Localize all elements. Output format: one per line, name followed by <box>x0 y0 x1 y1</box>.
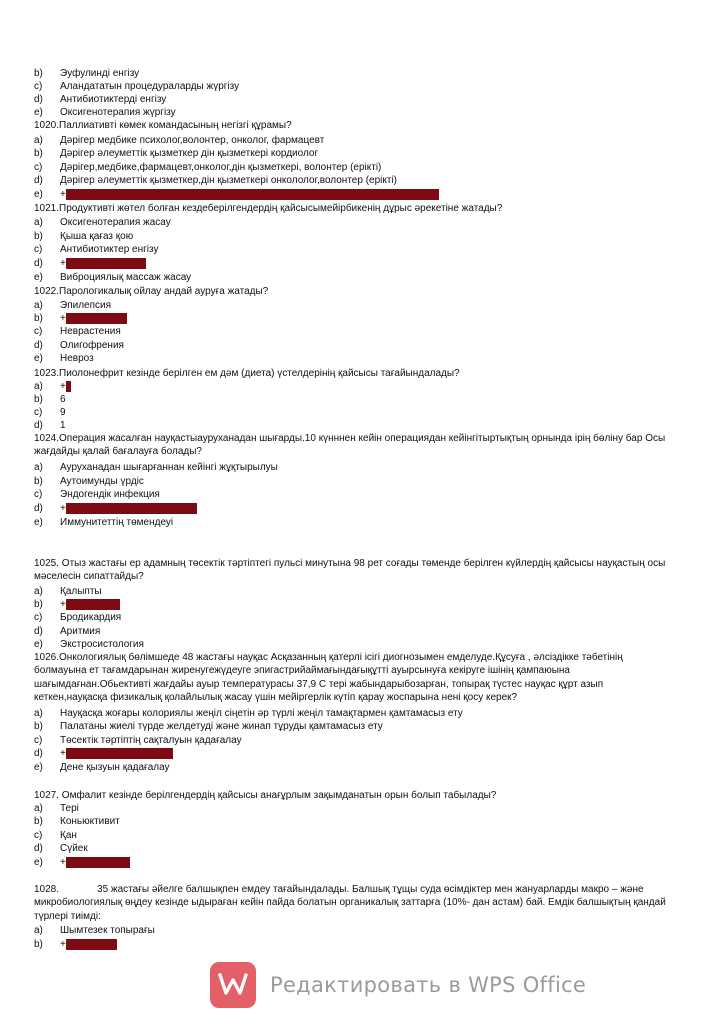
question-1020: 1020.Паллиативті көмек командасының негізгі құрамы? <box>34 120 292 131</box>
highlighted-answer: Шизофрения <box>65 313 127 324</box>
highlighted-answer: Операциядан кейінгі асқыну <box>65 503 197 514</box>
highlighted-answer: Дәрігер,медбике,әлеуметтік қызметкер,психолог,дін қызметкері,волонтер (ерікті) <box>65 189 440 200</box>
question-1021: 1021.Продуктивті жөтел болған кездеберілгендердің қайсысымейірбикенің дұрыс әрекетіне жатады? <box>34 203 503 214</box>
wps-edit-label: Редактировать в WPS Office <box>270 973 587 997</box>
question-1023: 1023.Пиолонефрит кезінде берілген ем дәм (диета) үстелдерінің қайсысы тағайындалады? <box>34 368 460 379</box>
wps-edit-watermark[interactable] <box>210 962 586 1008</box>
question-1022: 1022.Парологикалық ойлау андай ауруға жатады? <box>34 286 269 297</box>
wps-logo-icon <box>210 962 256 1008</box>
highlighted-answer: Қолайлы жағдай жасау <box>65 748 174 759</box>
document-page: b) Эуфулинді енгізу c) Аландататын процедураларды жүргізу d) Антибиотиктерді енгізу e) Оксигенотерапия жүргізу 1020.Паллиативті көмек командасының негізгі құрамы? a) Дәрігер медбике психолог,волонтер, онколог, фармацевт b) Дәрігер әлеуметтік қызметкер дін қызметкері кордиолог c) Дәрігер,медбике,фармацевт,онколог,дін қызметкері, волонтер (ерікті) d) Дәрігер әлеуметтік қызметкер,дін қызметкері онкололог,волонтер (ерікті) e) +Дәрігер,медбике,әлеуметтік қызметкер,психолог,дін қызметкері,волонтер (ерікті) 1021.Продуктивті жөтел болған кездеберілгендердің қайсысымейірбикенің дұрыс әрекетіне жатады? a) Оксигенотерапия жасау b) Қыша қағаз қою c) Антибиотиктер енгізу d) +Ингаляция жасау e) Виброциялық массаж жасау 1022.Парологикалық ойлау андай ауруға жатады? a) Эпилепсия b) +Шизофрения c) Неврастения d) Олигофрения e) Невроз 1023.Пиолонефрит кезінде берілген ем дәм (диета) үстелдерінің қайсысы тағайындалады? a) +7 b) 6 c) 9 d) 1 1024.Операция жасалған науқастыауруханадан шығарды.10 күнннен кейін операциядан кейінгітыртықтың орнында ірің бөліну бар Осы жағдайды қалай бағалауға болады? a) Ауруханадан шығарғаннан кейінгі жұқтырылуы b) Аутоимунды үрдіс c) Эндогендік инфекция d) +Операциядан кейінгі асқыну e) Иммунитеттің төмендеуі 1025. Отыз жастағы ер адамның төсектік тәртіптегі пульсі минутына 98 рет соғады төменде берілген күйлердің қайсысы науқастың осы мәселесін сипаттайды? a) Қалыпты b) +Тахикардия c) Бродикардия d) Аритмия e) Экстросистология 1026.Онкологиялық бөлімшеде 48 жастағы науқас Асқазанның қатерлі ісігі диогнозымен емделуде.Құсуға , әлсіздікке тәбетінің болмауына ет тағамдарынан жиренугежүдеуге эпигастрийаймағындағықұтті ауырсынуға кекіруге ішінің қампаюына шағымдағнан.Обьективті жағдайы ауыр температурасы 37,9 С тері жабындарыбозарған, топырақ түстес науқас құрт азып кеткен,науқасқа физикалық қолайлылық жасау үшін мейіргерлік күтіп қарау жоспарына нені қосу керек? a) Науқасқа жоғары колориялы жеңіл сіңетін әр түрлі жеңіл тамақтармен қамтамасыз ету b) Палатаны жиелі түрде желдетуді және жинап тұруды қамтамасыз ету c) Төсектік тәртіптің сақталуын қадағалау d) +Қолайлы жағдай жасау e) Дене қызуын қадағалау 1027. Омфалит кезінде берілгендердің қайсысы анағұрлым зақымданатын орын болып табылады? a) Тері b) Коньюктивит c) Қан d) Сүйек e) +Кіндік жарасы 1028. 35 жастағы әйелге балшықпен емдеу тағайындалады. Балшық тұщы суда өсімдіктер мен жануарларды макро – және микробиологиялық өңдеу кезінде ыдыраған кейін пайда болатын органикалық заттарға (10%- дан астам) бай. Емдік балшықтың қандай түрлері тиімді: a) Шымтезек топырағы b) +Сапропель Редактировать в WPS Office <box>0 0 724 1024</box>
question-1028 <box>34 883 674 923</box>
highlighted-answer: Тахикардия <box>65 599 120 610</box>
highlighted-answer: Кіндік жарасы <box>65 857 131 868</box>
question-1027: 1027. Омфалит кезінде берілгендердің қайсысы анағұрлым зақымданатын орын болып табылады? <box>34 790 497 801</box>
highlighted-answer: Сапропель <box>65 939 117 950</box>
question-1025: 1025. Отыз жастағы ер адамның төсектік тәртіптегі пульсі минутына 98 рет соғады төменде берілген күйлердің қайсысы науқастың осы мәселесін сипаттайды? <box>34 558 666 583</box>
question-1024: 1024.Операция жасалған науқастыауруханадан шығарды.10 күнннен кейін операциядан кейінгітыртықтың орнында ірің бөліну бар Осы жағдайды қалай бағалауға болады? <box>34 433 666 458</box>
question-1026: 1026.Онкологиялық бөлімшеде 48 жастағы науқас Асқазанның қатерлі ісігі диогнозымен емделуде.Құсуға , әлсіздікке тәбетінің болмауына ет тағамдарынан жиренугежүдеуге эпигастрийаймағындағықұтті ауырсынуға кекіруге ішінің қампаюына шағымдағнан.Обьективті жағдайы ауыр температурасы 37,9 С тері жабындарыбозарған, топырақ түстес науқас құрт азып кеткен,науқасқа физикалық қолайлылық жасау үшін мейіргерлік күтіп қарау жоспарына нені қосу керек? <box>34 652 623 703</box>
question-number: 1028. <box>34 884 60 895</box>
question-text: 35 жастағы әйелге балшықпен емдеу тағайындалады. Балшық тұщы суда өсімдіктер мен жануарларды макро – және микробиологиялық өңдеу кезінде ыдыраған кейін пайда болатын органикалық заттарға (10%- дан астам) бай. Емдік балшықтың қандай түрлері тиімді: <box>34 884 666 922</box>
highlighted-answer: 7 <box>65 381 72 392</box>
highlighted-answer: Ингаляция жасау <box>65 258 146 269</box>
